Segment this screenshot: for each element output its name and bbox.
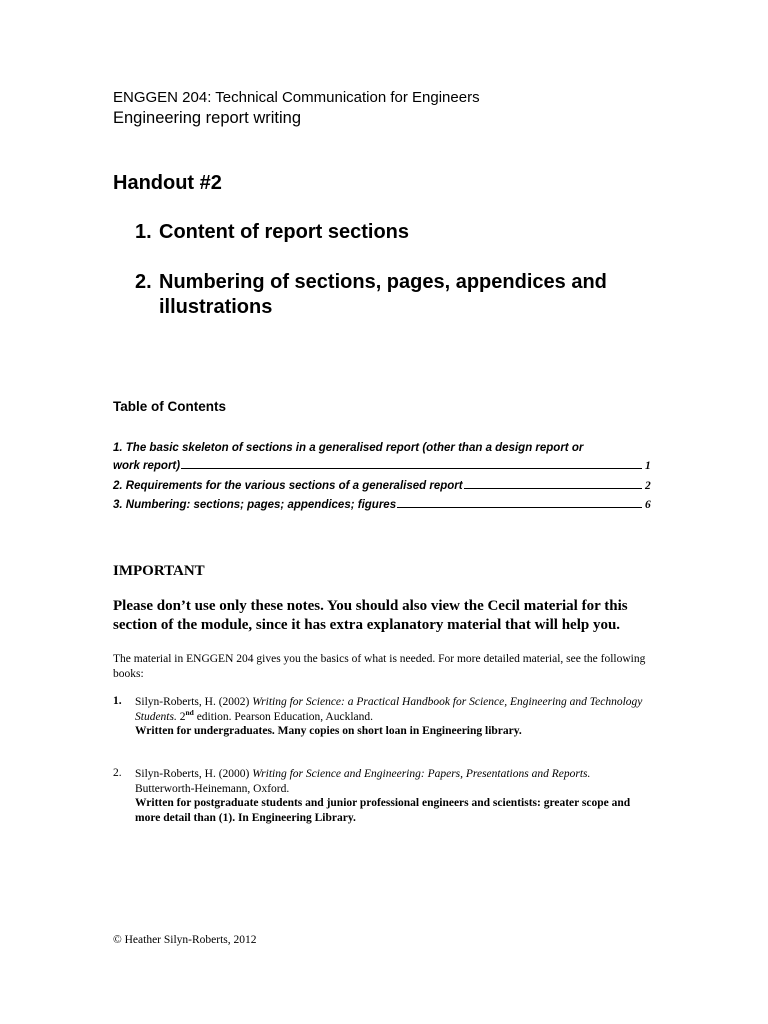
topic-1: [135, 221, 409, 244]
important-note: Please don’t use only these notes. You should also view the Cecil material for this section of the module, since it has extra explanatory material that will help you.: [113, 598, 628, 633]
toc-entry-3-page: 6: [645, 499, 651, 511]
reference-1-edition-sup: nd: [185, 707, 194, 717]
toc-entry-3[interactable]: [113, 499, 655, 511]
reference-1-publisher: edition. Pearson Education, Auckland.: [196, 710, 373, 723]
toc-entry-1-line1[interactable]: 1. The basic skeleton of sections in a generalised report (other than a design report or: [113, 442, 584, 454]
reference-2-authors: Silyn-Roberts, H. (2000): [135, 768, 250, 780]
toc-entry-1[interactable]: [113, 460, 655, 472]
reference-1-edition: 2: [179, 710, 186, 723]
reference-1-note: Written for undergraduates. Many copies on short loan in Engineering library.: [135, 725, 522, 737]
toc-entry-3-text: 3. Numbering: sections; pages; appendices; figures: [113, 499, 397, 511]
reference-1-title: Writing for Science: a Practical Handbook for Science, Engineering and Technology Students.: [135, 696, 643, 723]
toc-entry-2-text: 2. Requirements for the various sections of a generalised report: [113, 480, 463, 492]
important-heading: IMPORTANT: [113, 563, 205, 579]
topic-2-text-line2: illustrations: [159, 296, 273, 318]
topic-1-number: 1.: [135, 221, 152, 243]
reference-2: [135, 767, 655, 825]
reference-1-number: 1.: [113, 695, 122, 707]
reference-2-title: Writing for Science and Engineering: Papers, Presentations and Reports.: [252, 768, 591, 780]
topic-2: [135, 270, 607, 320]
reference-2-number: 2.: [113, 767, 122, 779]
reference-1: [135, 695, 655, 739]
toc-entry-1-page: 1: [645, 460, 651, 472]
toc-leader: [397, 507, 642, 508]
topic-1-text: Content of report sections: [159, 221, 410, 243]
course-title: ENGGEN 204: Technical Communication for Engineers: [113, 89, 480, 106]
handout-title: Handout #2: [113, 172, 222, 194]
toc-title: Table of Contents: [113, 399, 226, 414]
toc-entry-1-line2: work report): [113, 460, 181, 472]
reference-1-authors: Silyn-Roberts, H. (2002): [135, 696, 250, 708]
copyright-footer: © Heather Silyn-Roberts, 2012: [113, 934, 257, 946]
toc-leader: [181, 468, 642, 469]
intro-paragraph: The material in ENGGEN 204 gives you the basics of what is needed. For more detailed material, see the following books:: [113, 653, 646, 680]
topic-2-number: 2.: [135, 271, 152, 293]
toc-leader: [464, 488, 642, 489]
toc-entry-2-page: 2: [645, 480, 651, 492]
toc-entry-2[interactable]: [113, 480, 655, 492]
reference-2-note: Written for postgraduate students and junior professional engineers and scientists: greater scope and more detail than (1). In Engineering Library.: [135, 797, 631, 824]
topic-2-text-line1: Numbering of sections, pages, appendices and: [159, 271, 607, 293]
document-subject: Engineering report writing: [113, 109, 302, 127]
reference-2-publisher: Butterworth-Heinemann, Oxford.: [135, 782, 290, 795]
